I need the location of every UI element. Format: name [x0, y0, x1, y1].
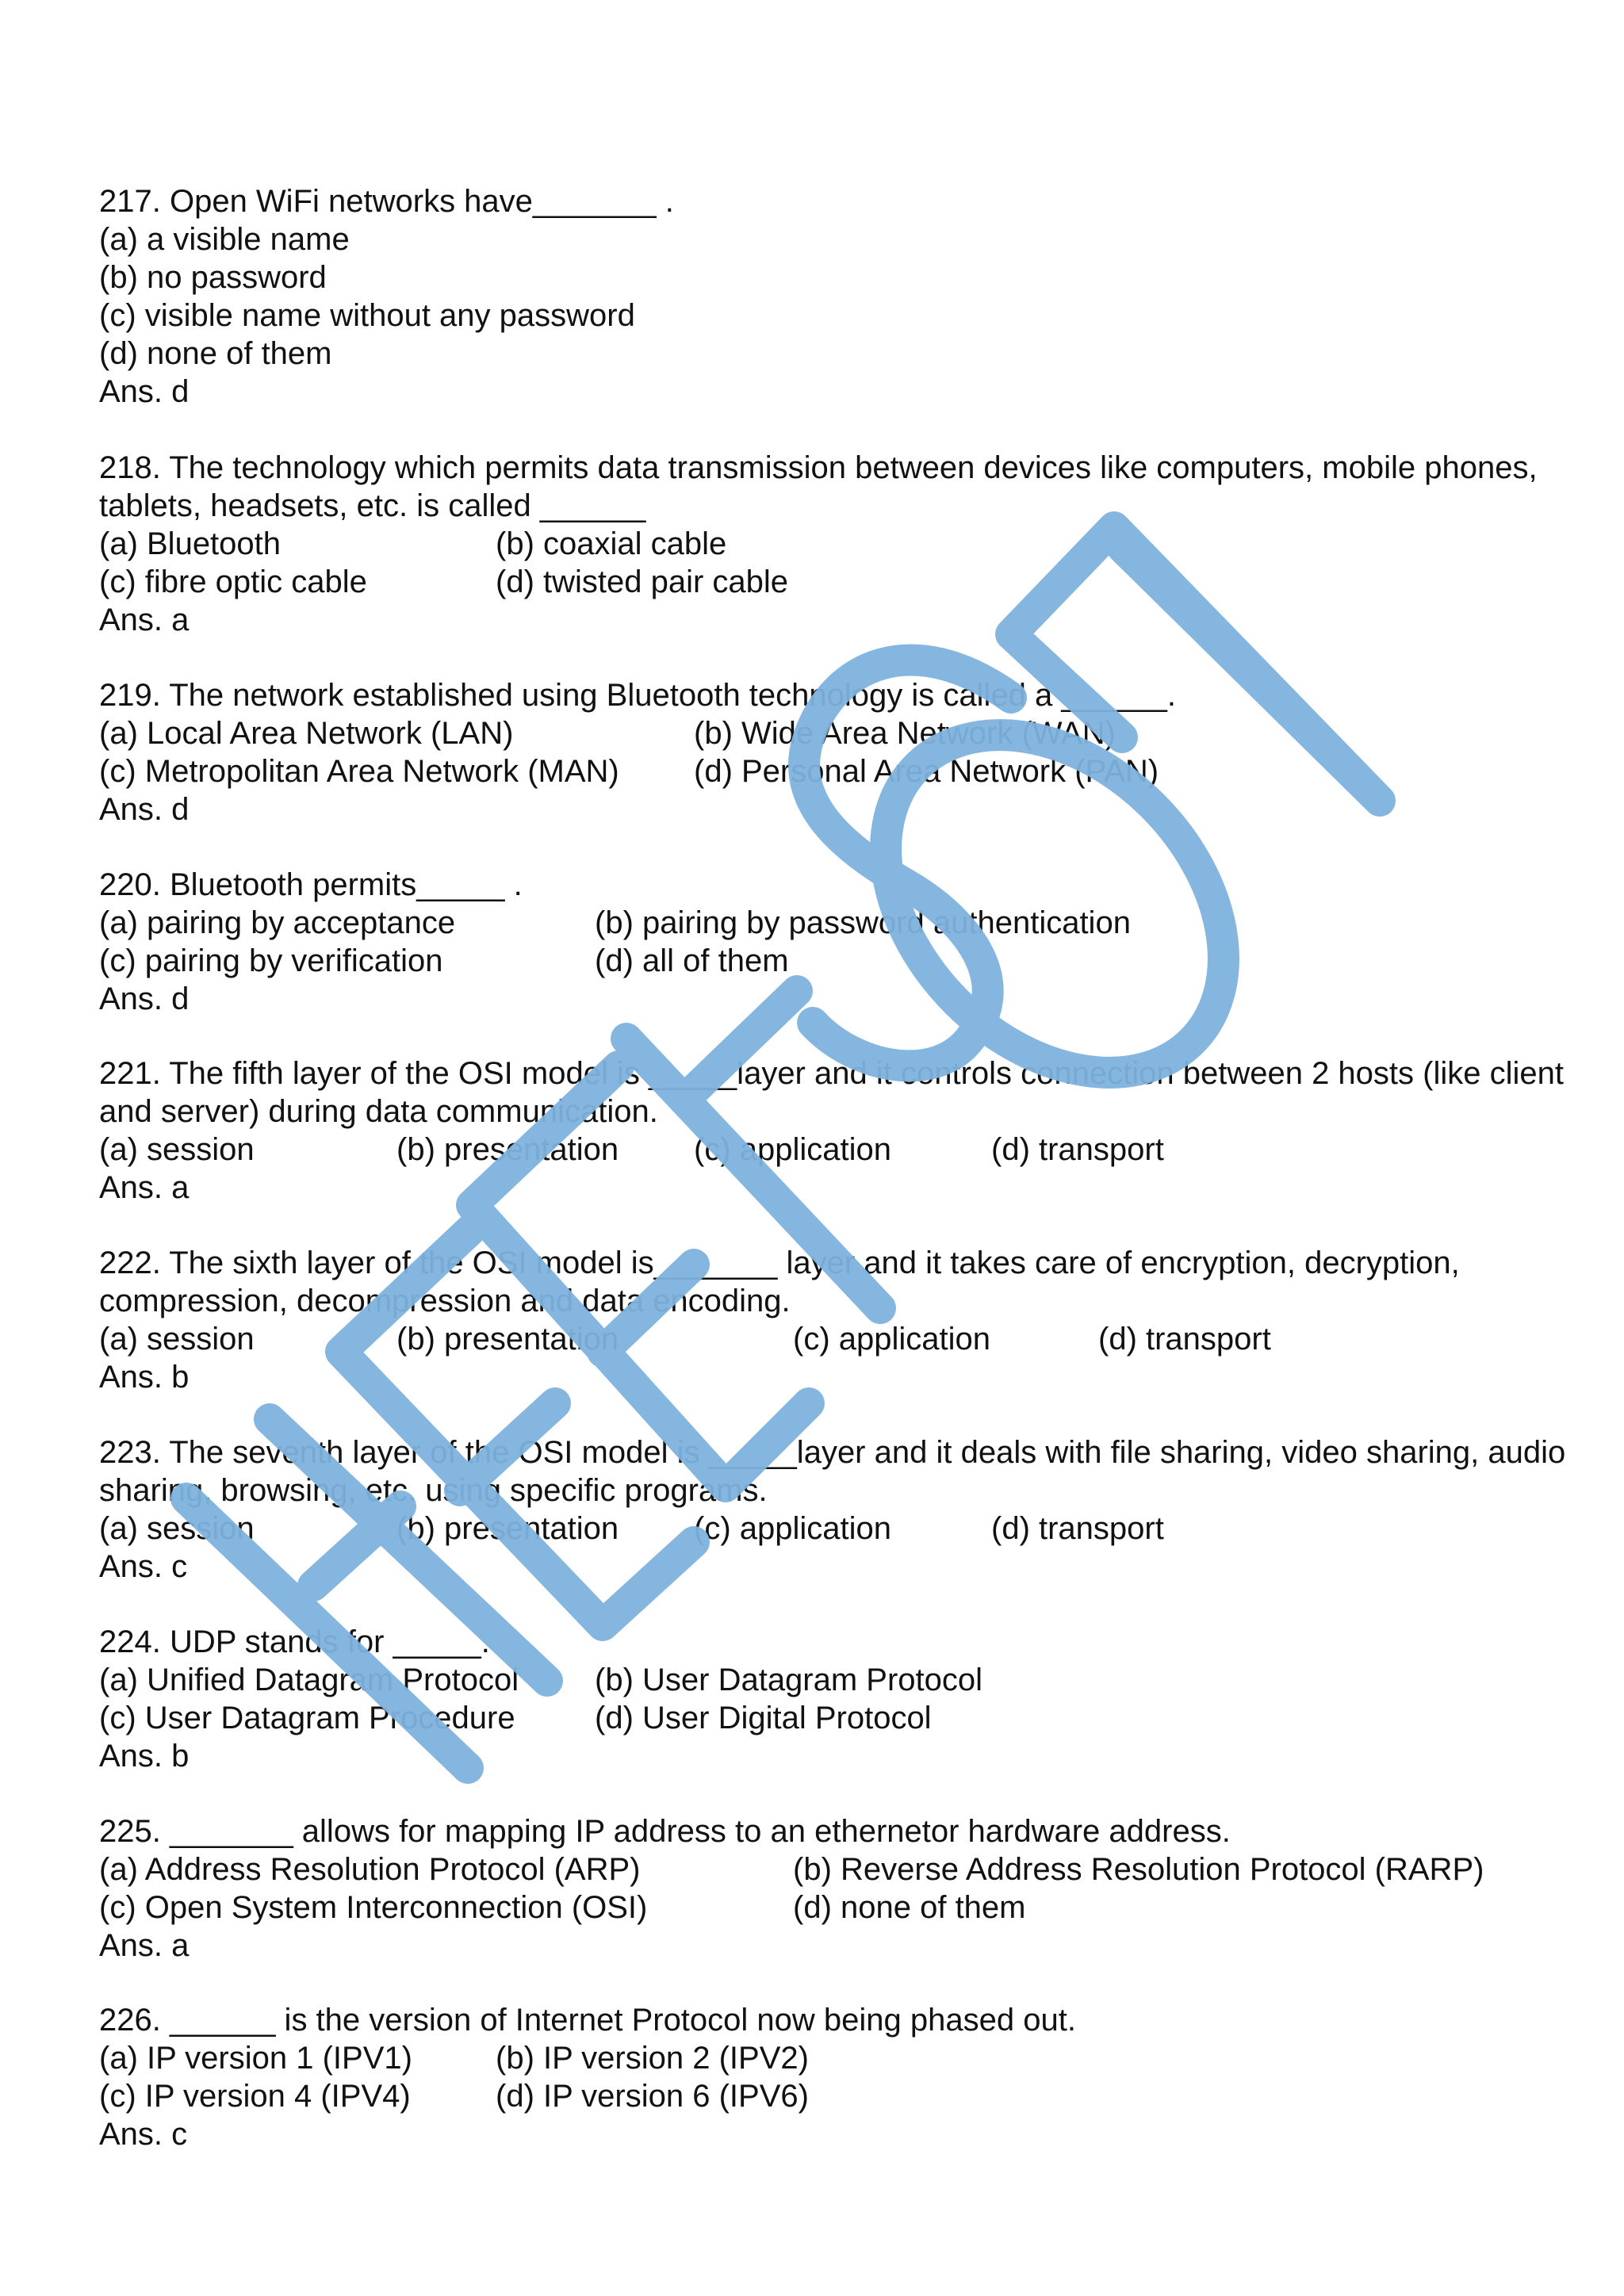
question-stem: 218. The technology which permits data transmission between devices like computers, mobile phones, tablets, headsets, etc. is called ______ — [99, 450, 1538, 523]
option-c: (c) IP version 4 (IPV4) — [99, 2079, 411, 2114]
answer: Ans. a — [99, 603, 190, 637]
option-row — [99, 335, 1574, 373]
answer: Ans. c — [99, 2117, 188, 2152]
option-b: (b) presentation — [396, 1511, 619, 1546]
option-c: (c) application — [694, 1132, 892, 1167]
option-row — [99, 942, 1574, 980]
option-b: (b) Wide Area Network (WAN) — [694, 716, 1116, 751]
option-row — [99, 752, 1574, 790]
question-225 — [99, 1812, 1574, 1965]
option-c: (c) fibre optic cable — [99, 564, 367, 599]
option-d: (d) none of them — [99, 336, 332, 371]
question-220 — [99, 866, 1574, 1018]
option-c: (c) application — [694, 1511, 892, 1546]
option-d: (d) all of them — [595, 943, 789, 978]
option-a: (a) a visible name — [99, 222, 350, 257]
option-row — [99, 1699, 1574, 1737]
option-row — [99, 1661, 1574, 1699]
question-217 — [99, 182, 1574, 411]
option-b: (b) no password — [99, 260, 327, 295]
option-row — [99, 220, 1574, 258]
option-a: (a) session — [99, 1132, 255, 1167]
option-d: (d) transport — [991, 1511, 1164, 1546]
option-c: (c) Metropolitan Area Network (MAN) — [99, 754, 619, 789]
answer: Ans. d — [99, 982, 190, 1016]
option-row — [99, 714, 1574, 752]
question-221 — [99, 1054, 1574, 1207]
option-row — [99, 1888, 1574, 1927]
option-b: (b) presentation — [396, 1322, 619, 1357]
option-row — [99, 2039, 1574, 2077]
question-223 — [99, 1433, 1574, 1586]
option-row — [99, 258, 1574, 297]
question-stem: 217. Open WiFi networks have_______ . — [99, 184, 674, 219]
question-stem: 225. _______ allows for mapping IP address to an ethernetor hardware address. — [99, 1814, 1231, 1849]
answer: Ans. a — [99, 1928, 190, 1963]
option-d: (d) Personal Area Network (PAN) — [694, 754, 1159, 789]
option-d: (d) IP version 6 (IPV6) — [496, 2079, 809, 2114]
option-a: (a) session — [99, 1322, 255, 1357]
question-226 — [99, 2001, 1574, 2153]
answer: Ans. d — [99, 792, 190, 827]
answer: Ans. d — [99, 374, 190, 409]
option-d: (d) transport — [991, 1132, 1164, 1167]
answer: Ans. c — [99, 1549, 188, 1584]
option-b: (b) presentation — [396, 1132, 619, 1167]
option-c: (c) visible name without any password — [99, 298, 635, 333]
question-stem: 223. The seventh layer of the OSI model is _____layer and it deals with file sharing, video sharing, audio sharing, browsing, etc. using specific programs. — [99, 1435, 1566, 1508]
option-c: (c) Open System Interconnection (OSI) — [99, 1890, 648, 1925]
answer: Ans. b — [99, 1739, 190, 1774]
answer: Ans. b — [99, 1360, 190, 1395]
question-stem: 221. The fifth layer of the OSI model is _____layer and it controls connection between 2 hosts (like client and server) during data communication. — [99, 1056, 1564, 1129]
option-b: (b) pairing by password authentication — [595, 905, 1131, 940]
option-a: (a) Unified Datagram Protocol — [99, 1663, 519, 1697]
option-b: (b) Reverse Address Resolution Protocol (RARP) — [793, 1852, 1484, 1887]
question-222 — [99, 1244, 1574, 1396]
answer: Ans. a — [99, 1170, 190, 1205]
question-stem: 220. Bluetooth permits_____ . — [99, 867, 523, 902]
option-row — [99, 525, 1574, 563]
question-218 — [99, 449, 1574, 639]
option-a: (a) Bluetooth — [99, 526, 282, 561]
option-row — [99, 1510, 1574, 1548]
question-stem: 226. ______ is the version of Internet Protocol now being phased out. — [99, 2003, 1076, 2038]
option-a: (a) Address Resolution Protocol (ARP) — [99, 1852, 641, 1887]
option-a: (a) pairing by acceptance — [99, 905, 456, 940]
question-stem: 222. The sixth layer of the OSI model is_______ layer and it takes care of encryption, decryption, compression, decompression and data encoding. — [99, 1246, 1460, 1318]
option-row — [99, 1320, 1574, 1358]
option-row — [99, 904, 1574, 942]
option-c: (c) User Datagram Procedure — [99, 1701, 515, 1735]
question-224 — [99, 1623, 1574, 1775]
question-stem: 224. UDP stands for _____. — [99, 1624, 490, 1659]
option-b: (b) IP version 2 (IPV2) — [496, 2041, 809, 2076]
option-c: (c) application — [793, 1322, 991, 1357]
option-d: (d) transport — [1098, 1322, 1271, 1357]
option-row — [99, 1131, 1574, 1169]
option-c: (c) pairing by verification — [99, 943, 443, 978]
option-d: (d) User Digital Protocol — [595, 1701, 932, 1735]
option-row — [99, 1850, 1574, 1888]
option-d: (d) none of them — [793, 1890, 1026, 1925]
option-a: (a) session — [99, 1511, 255, 1546]
option-d: (d) twisted pair cable — [496, 564, 789, 599]
option-b: (b) User Datagram Protocol — [595, 1663, 983, 1697]
option-row — [99, 2077, 1574, 2115]
question-stem: 219. The network established using Bluetooth technology is called a ______. — [99, 678, 1176, 713]
option-b: (b) coaxial cable — [496, 526, 727, 561]
question-219 — [99, 676, 1574, 828]
option-a: (a) IP version 1 (IPV1) — [99, 2041, 412, 2076]
option-row — [99, 563, 1574, 601]
option-a: (a) Local Area Network (LAN) — [99, 716, 514, 751]
option-row — [99, 297, 1574, 335]
